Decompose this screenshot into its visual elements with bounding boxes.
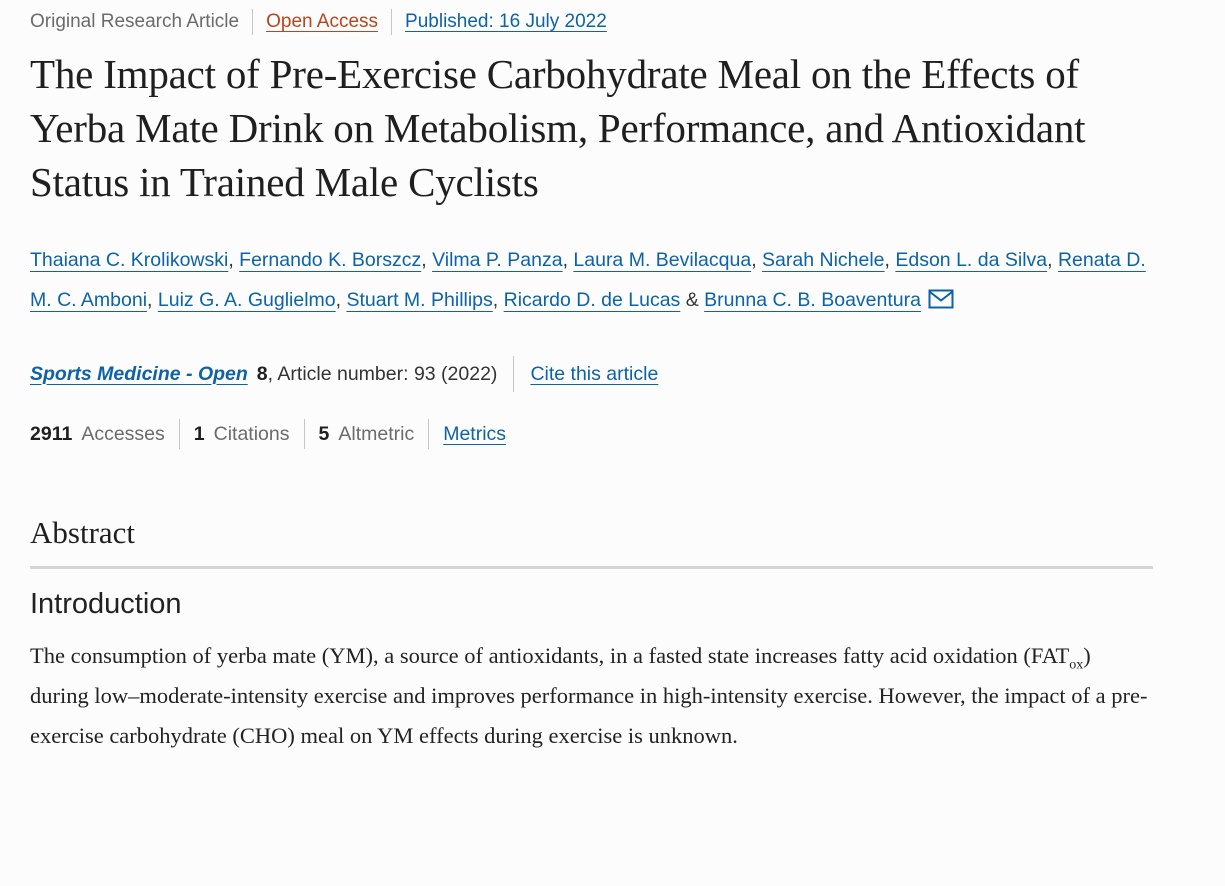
- article-number-text: , Article number: 93 (2022): [267, 362, 498, 385]
- paragraph-text: The consumption of yerba mate (YM), a source of antioxidants, in a fasted state increases fatty acid oxidation (FAT: [30, 643, 1070, 668]
- abstract-introduction-paragraph: [30, 636, 1153, 756]
- author-separator: ,: [335, 289, 347, 311]
- metrics-bar: [30, 419, 1155, 449]
- author-separator: ,: [228, 249, 240, 271]
- author-link[interactable]: Renata D. M. C. Amboni: [30, 249, 1146, 311]
- altmetric-value: 5: [318, 422, 330, 445]
- citations-label: Citations: [213, 422, 290, 445]
- accesses-label: Accesses: [81, 422, 165, 445]
- author-link[interactable]: Luiz G. A. Guglielmo: [157, 289, 336, 311]
- journal-divider: [513, 356, 514, 392]
- author-link[interactable]: Edson L. da Silva: [895, 249, 1048, 271]
- metric-divider: [428, 419, 429, 449]
- metrics-link[interactable]: Metrics: [443, 422, 507, 445]
- altmetric-label: Altmetric: [338, 422, 415, 445]
- introduction-heading: Introduction: [30, 588, 182, 620]
- abstract-heading: Abstract: [30, 515, 136, 550]
- author-list: [30, 240, 1153, 323]
- meta-divider: [252, 9, 253, 35]
- author-separator: &: [680, 289, 705, 311]
- journal-link[interactable]: Sports Medicine - Open: [30, 362, 248, 385]
- metric-divider: [179, 419, 180, 449]
- author-link[interactable]: Fernando K. Borszcz: [239, 249, 422, 271]
- cite-this-article-link[interactable]: Cite this article: [530, 362, 659, 385]
- author-link[interactable]: Thaiana C. Krolikowski: [30, 249, 229, 271]
- article-meta-bar: [30, 9, 1155, 35]
- author-separator: ,: [884, 249, 896, 271]
- citations-value: 1: [193, 422, 205, 445]
- author-separator: ,: [421, 249, 433, 271]
- author-link[interactable]: Vilma P. Panza: [432, 249, 563, 271]
- author-link[interactable]: Sarah Nichele: [762, 249, 885, 271]
- article-type-label: Original Research Article: [30, 11, 240, 32]
- fatox-subscript: ox: [1069, 657, 1084, 673]
- author-separator: ,: [1047, 249, 1058, 271]
- author-link[interactable]: Ricardo D. de Lucas: [503, 289, 681, 311]
- envelope-icon[interactable]: [928, 283, 954, 323]
- open-access-link[interactable]: Open Access: [266, 11, 379, 32]
- article-title: The Impact of Pre-Exercise Carbohydrate Meal on the Effects of Yerba Mate Drink on Metabolism, Performance, and Antioxidant Status in Trained Male Cyclists: [30, 51, 1086, 205]
- published-date-link[interactable]: Published: 16 July 2022: [405, 11, 607, 32]
- author-link[interactable]: Stuart M. Phillips: [346, 289, 493, 311]
- metric-divider: [304, 419, 305, 449]
- author-link[interactable]: Laura M. Bevilacqua: [573, 249, 752, 271]
- author-separator: ,: [147, 289, 158, 311]
- accesses-value: 2911: [30, 422, 73, 445]
- meta-divider: [391, 9, 392, 35]
- section-divider-rule: [30, 566, 1153, 569]
- author-separator: ,: [562, 249, 574, 271]
- journal-volume: 8: [256, 362, 268, 385]
- author-separator: ,: [492, 289, 504, 311]
- author-separator: ,: [751, 249, 763, 271]
- author-link[interactable]: Brunna C. B. Boaventura: [704, 289, 921, 311]
- paragraph-text: ) during low–moderate-intensity exercise and improves performance in high-intensity exercise. However, the impact of a pre-exercise carbohydrate (CHO) meal on YM effects during exercise is unknown.: [30, 643, 1148, 748]
- journal-citation-line: [30, 356, 1155, 392]
